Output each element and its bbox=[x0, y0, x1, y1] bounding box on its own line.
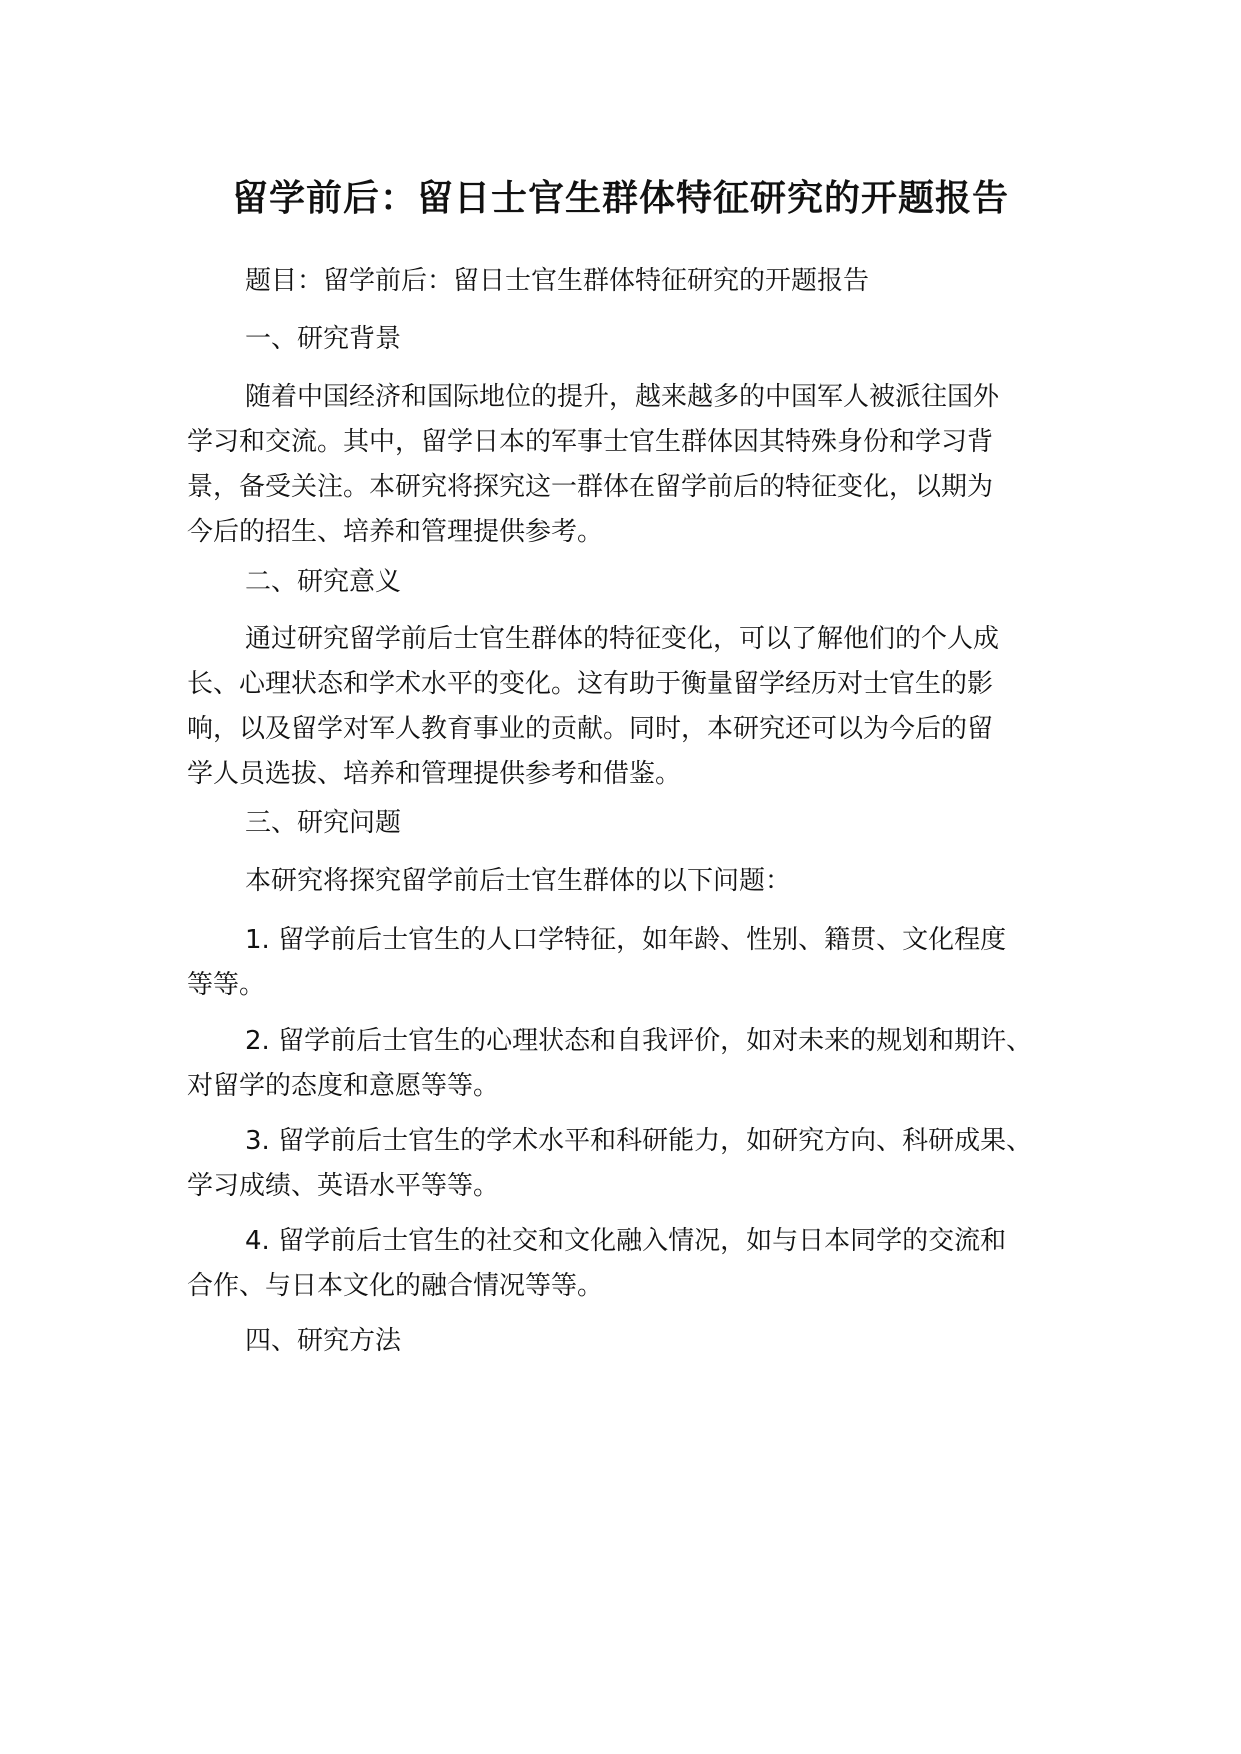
question-item-1-line: 等等。 bbox=[187, 970, 266, 1000]
background-paragraph-line: 今后的招生、培养和管理提供参考。 bbox=[187, 517, 604, 547]
question-item-3-line: 学习成绩、英语水平等等。 bbox=[187, 1171, 500, 1201]
significance-paragraph-line: 学人员选拔、培养和管理提供参考和借鉴。 bbox=[187, 759, 682, 789]
questions-intro: 本研究将探究留学前后士官生群体的以下问题： bbox=[245, 866, 792, 896]
significance-paragraph-line: 通过研究留学前后士官生群体的特征变化，可以了解他们的个人成 bbox=[245, 624, 1000, 654]
question-item-3-line: 3. 留学前后士官生的学术水平和科研能力，如研究方向、科研成果、 bbox=[245, 1126, 1033, 1156]
section-heading-methods: 四、研究方法 bbox=[245, 1326, 402, 1356]
significance-paragraph-line: 长、心理状态和学术水平的变化。这有助于衡量留学经历对士官生的影 bbox=[187, 669, 994, 699]
section-heading-questions: 三、研究问题 bbox=[245, 808, 402, 838]
section-heading-background: 一、研究背景 bbox=[245, 324, 402, 354]
subject-line: 题目：留学前后：留日士官生群体特征研究的开题报告 bbox=[245, 266, 870, 296]
question-item-4-line: 4. 留学前后士官生的社交和文化融入情况，如与日本同学的交流和 bbox=[245, 1226, 1007, 1256]
section-heading-significance: 二、研究意义 bbox=[245, 567, 402, 597]
document-title: 留学前后：留日士官生群体特征研究的开题报告 bbox=[231, 178, 1009, 219]
background-paragraph-line: 学习和交流。其中，留学日本的军事士官生群体因其特殊身份和学习背 bbox=[187, 427, 994, 457]
question-item-2-line: 2. 留学前后士官生的心理状态和自我评价，如对未来的规划和期许、 bbox=[245, 1026, 1033, 1056]
significance-paragraph-line: 响，以及留学对军人教育事业的贡献。同时，本研究还可以为今后的留 bbox=[187, 714, 994, 744]
background-paragraph-line: 景，备受关注。本研究将探究这一群体在留学前后的特征变化，以期为 bbox=[187, 472, 994, 502]
question-item-1-line: 1. 留学前后士官生的人口学特征，如年龄、性别、籍贯、文化程度 bbox=[245, 925, 1007, 955]
question-item-4-line: 合作、与日本文化的融合情况等等。 bbox=[187, 1271, 604, 1301]
background-paragraph-line: 随着中国经济和国际地位的提升，越来越多的中国军人被派往国外 bbox=[245, 382, 1000, 412]
question-item-2-line: 对留学的态度和意愿等等。 bbox=[187, 1071, 500, 1101]
